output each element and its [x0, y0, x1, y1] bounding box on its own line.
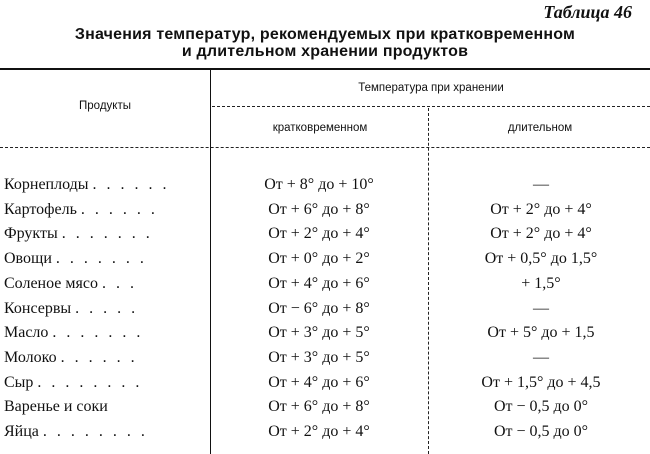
- long-term-temperature: —: [533, 299, 549, 317]
- product-name: [4, 272, 204, 296]
- table-title-line-1: Значения температур, рекомендуемых при кратковременном: [74, 26, 576, 43]
- long-term-temperature: —: [533, 176, 549, 193]
- short-term-temperature: От + 3° до + 5°: [268, 324, 370, 342]
- product-name-text: Масло: [4, 324, 49, 342]
- table-row: [0, 173, 650, 197]
- product-name: [4, 321, 204, 345]
- product-name: [4, 420, 204, 444]
- dot-leader: . . . . . . .: [61, 225, 153, 243]
- short-term-temperature: От + 0° до + 2°: [268, 250, 370, 268]
- dot-leader: . . . . . . . .: [37, 373, 143, 391]
- header-short-term: кратковременном: [272, 122, 368, 134]
- header-long-term: длительном: [507, 122, 573, 134]
- table-row: [0, 321, 650, 345]
- table-title-line-2: и длительном хранении продуктов: [181, 43, 469, 60]
- header-bottom-rule: [0, 147, 650, 148]
- dot-leader: . . . . . .: [92, 176, 170, 193]
- short-term-temperature: От + 4° до + 6°: [268, 274, 370, 292]
- dot-leader: . . . . . . . .: [42, 423, 148, 440]
- product-name: [4, 198, 204, 222]
- product-name: [4, 297, 204, 321]
- product-name: [4, 395, 204, 419]
- product-name: [4, 371, 204, 395]
- dot-leader: . . .: [102, 274, 137, 292]
- long-term-temperature: От + 5° до + 1,5: [487, 324, 595, 342]
- product-name-text: Корнеплоды: [4, 176, 89, 193]
- long-term-temperature: От + 2° до + 4°: [490, 200, 592, 218]
- header-products: Продукты: [79, 100, 131, 112]
- short-term-temperature: От + 4° до + 6°: [268, 373, 370, 391]
- header-group-rule: [212, 106, 650, 107]
- dot-leader: . . . . . . .: [52, 324, 144, 342]
- product-name: [4, 346, 204, 370]
- product-name-text: Сыр: [4, 373, 34, 391]
- dot-leader: . . . . . .: [80, 200, 158, 218]
- table-row: [0, 297, 650, 321]
- long-term-temperature: От − 0,5 до 0°: [493, 423, 589, 440]
- short-term-temperature: От − 6° до + 8°: [268, 299, 370, 317]
- table-top-rule: [0, 68, 650, 70]
- product-name: [4, 173, 204, 197]
- long-term-temperature: —: [533, 348, 549, 366]
- short-term-temperature: От + 8° до + 10°: [264, 176, 374, 193]
- table-row: [0, 346, 650, 370]
- product-name-text: Яйца: [4, 423, 39, 440]
- short-term-temperature: От + 6° до + 8°: [268, 398, 370, 416]
- long-term-temperature: От + 2° до + 4°: [490, 225, 592, 243]
- header-storage-temperature: Температура при хранении: [358, 82, 504, 94]
- product-name: [4, 222, 204, 246]
- table-row: [0, 198, 650, 222]
- dot-leader: . . . . . . .: [55, 250, 147, 268]
- product-name-text: Фрукты: [4, 225, 58, 243]
- short-term-temperature: От + 3° до + 5°: [268, 348, 370, 366]
- product-name-text: Варенье и соки: [4, 398, 108, 416]
- product-name-text: Консервы: [4, 299, 72, 317]
- product-name-text: Молоко: [4, 348, 57, 366]
- table-row: [0, 371, 650, 395]
- product-name: [4, 247, 204, 271]
- table-number: Таблица 46: [543, 2, 632, 22]
- product-name-text: Овощи: [4, 250, 52, 268]
- dot-leader: . . . . . .: [60, 348, 138, 366]
- long-term-temperature: От − 0,5 до 0°: [493, 398, 589, 416]
- short-term-temperature: От + 2° до + 4°: [268, 423, 370, 440]
- dot-leader: . . . . .: [75, 299, 139, 317]
- table-row: [0, 395, 650, 419]
- long-term-temperature: От + 1,5° до + 4,5: [481, 373, 601, 391]
- table-row: [0, 222, 650, 246]
- short-term-temperature: От + 2° до + 4°: [268, 225, 370, 243]
- long-term-temperature: + 1,5°: [521, 274, 561, 292]
- product-name-text: Соленое мясо: [4, 274, 98, 292]
- table-row: [0, 420, 650, 444]
- long-term-temperature: От + 0,5° до 1,5°: [484, 250, 598, 268]
- short-term-temperature: От + 6° до + 8°: [268, 200, 370, 218]
- table-row: [0, 247, 650, 271]
- table-row: [0, 272, 650, 296]
- product-name-text: Картофель: [4, 200, 77, 218]
